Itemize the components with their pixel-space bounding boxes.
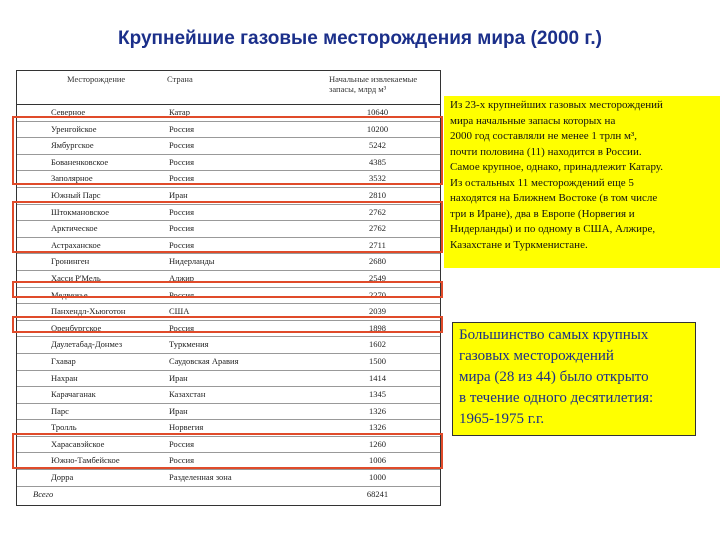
table-header-row [17, 71, 440, 105]
cell-reserves: 2762 [315, 221, 440, 238]
cell-reserves: 2549 [315, 270, 440, 287]
cell-reserves: 1414 [315, 370, 440, 387]
cell-reserves: 10640 [315, 105, 440, 122]
cell-field: Южно-Тамбейское [17, 453, 165, 470]
box1-line: находятся на Ближнем Востоке (в том числе [450, 192, 658, 204]
cell-reserves: 2270 [315, 287, 440, 304]
table-row [17, 121, 440, 138]
cell-reserves: 1500 [315, 353, 440, 370]
table-row [17, 221, 440, 238]
cell-country: Россия [165, 171, 315, 188]
box1-line: три в Иране), два в Европе (Норвегия и [450, 207, 635, 220]
cell-country: Россия [165, 121, 315, 138]
box1-line: почти половина (11) находится в России. [450, 145, 642, 158]
cell-field: Карачаганак [17, 387, 165, 404]
cell-reserves: 2039 [315, 304, 440, 321]
cell-reserves: 1326 [315, 403, 440, 420]
table-row [17, 154, 440, 171]
cell-field: Парс [17, 403, 165, 420]
box1-line: Нидерланды) и по одному в США, Алжире, [450, 223, 656, 235]
cell-country: Разделенная зона [165, 470, 315, 487]
cell-reserves: 1006 [315, 453, 440, 470]
table-row [17, 320, 440, 337]
cell-country: Россия [165, 237, 315, 254]
cell-reserves: 1898 [315, 320, 440, 337]
table-row [17, 453, 440, 470]
page-title: Крупнейшие газовые месторождения мира (2000 г.) [118, 28, 602, 49]
table-total-row [17, 486, 440, 502]
table-row [17, 470, 440, 487]
cell-reserves: 4385 [315, 154, 440, 171]
cell-country: Иран [165, 187, 315, 204]
cell-country: Саудовская Аравия [165, 353, 315, 370]
cell-field: Нахран [17, 370, 165, 387]
gas-fields-table [16, 70, 441, 506]
header-reserves: Начальные извлекаемые запасы, млрд м³ [315, 71, 440, 105]
box2-line: в течение одного десятилетия: [459, 390, 654, 406]
decade-callout [452, 322, 696, 436]
cell-field: Дорра [17, 470, 165, 487]
box1-line: Казахстане и Туркменистане. [450, 238, 588, 251]
cell-country: Россия [165, 138, 315, 155]
table-row [17, 353, 440, 370]
box1-line: Из остальных 11 месторождений еще 5 [450, 176, 634, 189]
cell-country: Россия [165, 436, 315, 453]
cell-reserves: 1602 [315, 337, 440, 354]
cell-field: Заполярное [17, 171, 165, 188]
cell-field: Медвежье [17, 287, 165, 304]
summary-callout [444, 96, 720, 268]
box2-line: Большинство самых крупных [459, 327, 649, 343]
cell-field: Гхавар [17, 353, 165, 370]
cell-country: Россия [165, 221, 315, 238]
box1-line: 2000 год составляли не менее 1 трлн м³, [450, 130, 638, 142]
cell-reserves: 2711 [315, 237, 440, 254]
cell-country: Россия [165, 287, 315, 304]
table-row [17, 370, 440, 387]
cell-reserves: 1345 [315, 387, 440, 404]
cell-reserves: 1000 [315, 470, 440, 487]
cell-country: Норвегия [165, 420, 315, 437]
cell-field: Арктическое [17, 221, 165, 238]
cell-reserves: 10200 [315, 121, 440, 138]
cell-reserves: 5242 [315, 138, 440, 155]
table-row [17, 254, 440, 271]
cell-reserves: 1326 [315, 420, 440, 437]
cell-country: Туркмения [165, 337, 315, 354]
cell-field: Северное [17, 105, 165, 122]
table-row [17, 403, 440, 420]
cell-country: Иран [165, 370, 315, 387]
cell-field: Астраханское [17, 237, 165, 254]
box2-line: газовых месторождений [459, 348, 614, 364]
table-row [17, 105, 440, 122]
cell-reserves: 2680 [315, 254, 440, 271]
table-row [17, 436, 440, 453]
cell-field: Хасси Р'Мель [17, 270, 165, 287]
cell-country: Россия [165, 154, 315, 171]
cell-country: Иран [165, 403, 315, 420]
table-row [17, 237, 440, 254]
table-row [17, 420, 440, 437]
cell-country: Россия [165, 453, 315, 470]
total-label: Всего [33, 488, 54, 499]
cell-field: Штокмановское [17, 204, 165, 221]
header-field: Месторождение [17, 71, 165, 105]
table-row [17, 270, 440, 287]
box2-line: 1965-1975 г.г. [459, 411, 545, 427]
cell-country: Россия [165, 204, 315, 221]
table-row [17, 387, 440, 404]
cell-field: Даулетабад-Донмез [17, 337, 165, 354]
box1-line: Самое крупное, однако, принадлежит Катару. [450, 161, 663, 173]
cell-field: Гронинген [17, 254, 165, 271]
table-row [17, 287, 440, 304]
cell-field: Южный Парс [17, 187, 165, 204]
cell-field: Панхендл-Хьюготон [17, 304, 165, 321]
box1-line: мира начальные запасы которых на [450, 114, 616, 127]
cell-field: Уренгойское [17, 121, 165, 138]
cell-field: Оренбургское [17, 320, 165, 337]
table-row [17, 204, 440, 221]
table-row [17, 171, 440, 188]
cell-country: Казахстан [165, 387, 315, 404]
cell-reserves: 1260 [315, 436, 440, 453]
cell-field: Тролль [17, 420, 165, 437]
cell-field: Бованенковское [17, 154, 165, 171]
table-row [17, 187, 440, 204]
cell-reserves: 3532 [315, 171, 440, 188]
cell-country: Алжир [165, 270, 315, 287]
table-row [17, 138, 440, 155]
total-value: 68241 [366, 488, 389, 499]
cell-reserves: 2810 [315, 187, 440, 204]
box2-line: мира (28 из 44) было открыто [459, 369, 649, 385]
table-row [17, 304, 440, 321]
table-row [17, 337, 440, 354]
cell-country: США [165, 304, 315, 321]
cell-field: Ямбургское [17, 138, 165, 155]
cell-country: Россия [165, 320, 315, 337]
cell-reserves: 2762 [315, 204, 440, 221]
cell-country: Катар [165, 105, 315, 122]
box1-line: Из 23-х крупнейших газовых месторождений [450, 99, 663, 111]
cell-field: Харасавэйское [17, 436, 165, 453]
cell-country: Нидерланды [165, 254, 315, 271]
total-spacer [165, 486, 315, 502]
header-country: Страна [165, 71, 315, 105]
